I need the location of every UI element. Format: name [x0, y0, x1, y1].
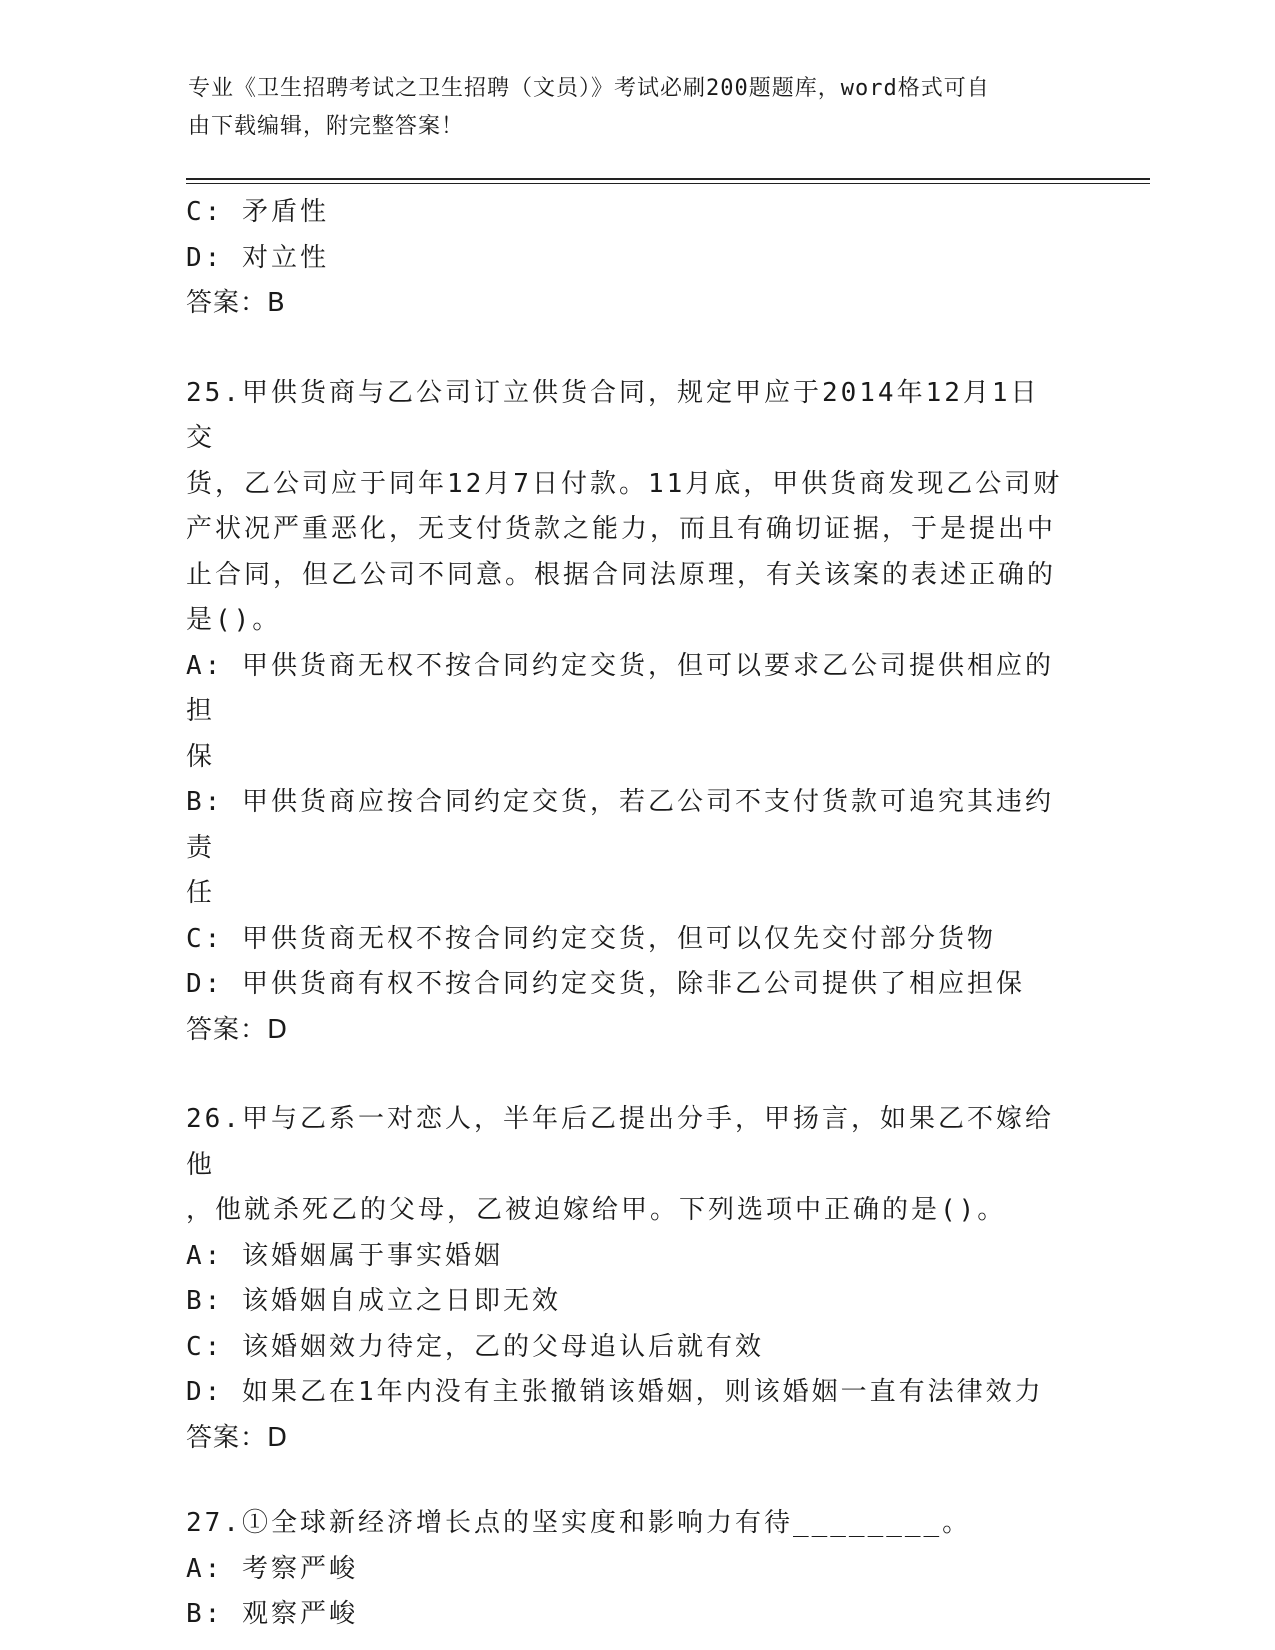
answer: 答案：D [186, 1014, 289, 1045]
question-stem-line: 产状况严重恶化，无支付货款之能力，而且有确切证据，于是提出中 [186, 514, 1057, 544]
question-27 [186, 1501, 1066, 1638]
prev-question [186, 190, 1066, 327]
header-line-2: 由下载编辑，附完整答案！ [188, 114, 465, 139]
question-stem-line: 26.甲与乙系一对恋人，半年后乙提出分手，甲扬言，如果乙不嫁给他 [186, 1104, 1054, 1180]
option-a: A: 甲供货商无权不按合同约定交货，但可以要求乙公司提供相应的担 [186, 650, 1054, 726]
option-c: C: 甲供货商无权不按合同约定交货，但可以仅先交付部分货物 [186, 923, 996, 954]
question-stem-line: 是()。 [186, 605, 282, 635]
option-b: B: 甲供货商应按合同约定交货，若乙公司不支付货款可追究其违约责 [186, 787, 1054, 863]
question-stem-line: 货，乙公司应于同年12月7日付款。11月底，甲供货商发现乙公司财 [186, 468, 1063, 499]
header-rule-thick [186, 178, 1150, 180]
option-c: C: 该婚姻效力待定，乙的父母追认后就有效 [186, 1331, 764, 1362]
question-26 [186, 1097, 1066, 1461]
question-stem-line: 25.甲供货商与乙公司订立供货合同，规定甲应于2014年12月1日交 [186, 377, 1040, 453]
option-d: D: 对立性 [186, 242, 329, 273]
header-rule-thin [186, 183, 1150, 184]
question-25 [186, 371, 1066, 1054]
document-header [188, 70, 1068, 146]
option-b: B: 观察严峻 [186, 1599, 358, 1629]
option-b-cont: 任 [186, 878, 216, 908]
option-d: D: 如果乙在1年内没有主张撤销该婚姻，则该婚姻一直有法律效力 [186, 1377, 1044, 1407]
question-stem-line: 27.①全球新经济增长点的坚实度和影响力有待________。 [186, 1508, 972, 1538]
document-body [186, 190, 1066, 1638]
question-stem-line: ，他就杀死乙的父母，乙被迫嫁给甲。下列选项中正确的是()。 [186, 1195, 1007, 1225]
option-c: C: 矛盾性 [186, 197, 329, 227]
question-stem-line: 止合同，但乙公司不同意。根据合同法原理，有关该案的表述正确的 [186, 559, 1057, 590]
option-a: A: 该婚姻属于事实婚姻 [186, 1240, 503, 1271]
option-d: D: 甲供货商有权不按合同约定交货，除非乙公司提供了相应担保 [186, 969, 1025, 999]
option-b: B: 该婚姻自成立之日即无效 [186, 1286, 561, 1316]
answer: 答案：B [186, 288, 286, 318]
header-line-1: 专业《卫生招聘考试之卫生招聘（文员）》考试必刷200题题库，word格式可自 [188, 76, 990, 101]
option-a-cont: 保 [186, 741, 216, 772]
answer: 答案：D [186, 1422, 289, 1453]
option-a: A: 考察严峻 [186, 1553, 358, 1584]
